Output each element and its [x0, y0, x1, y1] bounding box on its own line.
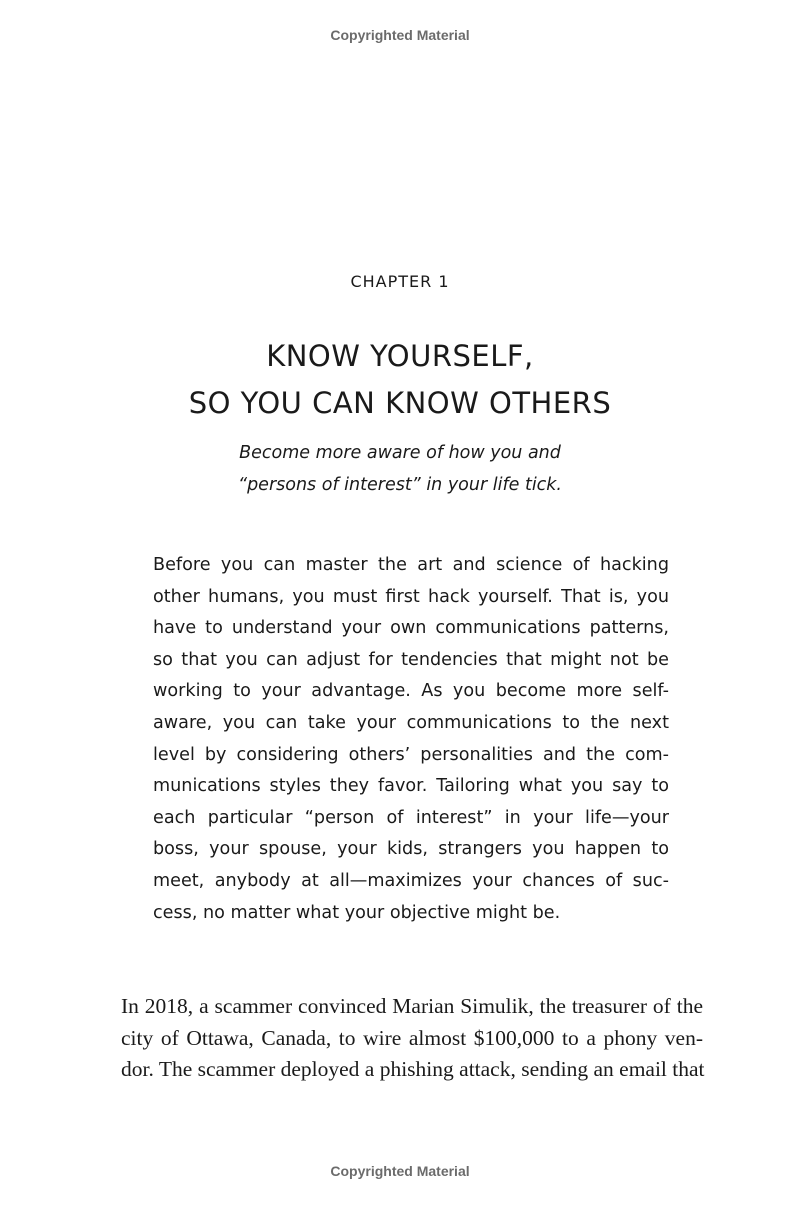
chapter-subtitle-line: “persons of interest” in your life tick. [238, 475, 562, 495]
text-line: munications styles they favor. Tailoring what you say to [153, 776, 669, 797]
text-line: meet, anybody at all—maximizes your chances of suc- [153, 870, 669, 891]
intro-paragraph [153, 552, 669, 931]
text-line: level by considering others’ personalities and the com- [153, 744, 669, 765]
text-line: have to understand your own communications patterns, [153, 618, 669, 639]
copyright-watermark-top: Copyrighted Material [330, 27, 470, 43]
text-line: working to your advantage. As you become more self- [153, 681, 669, 702]
text-line: aware, you can take your communications to the next [153, 712, 669, 733]
text-line: other humans, you must first hack yourself. That is, you [153, 586, 669, 607]
chapter-subtitle-line: Become more aware of how you and [239, 443, 561, 463]
body-paragraph [121, 991, 703, 1086]
text-line: In 2018, a scammer convinced Marian Simulik, the treasurer of the [121, 994, 703, 1018]
text-line: so that you can adjust for tendencies that might not be [153, 649, 669, 670]
text-line: dor. The scammer deployed a phishing attack, sending an email that [121, 1057, 705, 1081]
text-line: boss, your spouse, your kids, strangers you happen to [153, 839, 669, 860]
chapter-title-line: SO YOU CAN KNOW OTHERS [188, 386, 612, 420]
text-line: each particular “person of interest” in your life—your [153, 807, 669, 828]
text-line: Before you can master the art and science of hacking [153, 555, 669, 575]
text-line: cess, no matter what your objective might be. [153, 902, 561, 923]
chapter-title-line: KNOW YOURSELF, [266, 339, 534, 373]
chapter-label: CHAPTER 1 [350, 272, 450, 291]
text-line: city of Ottawa, Canada, to wire almost $100,000 to a phony ven- [121, 1025, 703, 1050]
copyright-watermark-bottom: Copyrighted Material [330, 1163, 470, 1179]
